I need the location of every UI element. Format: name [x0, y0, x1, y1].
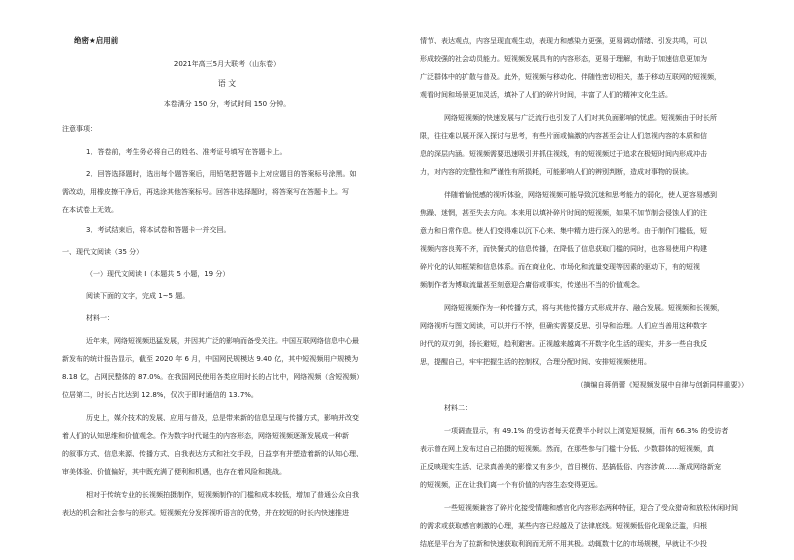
paragraph-line: 近年来，网络短视频迅猛发展，并因其广泛的影响而备受关注。中国互联网络信息中心最: [86, 337, 359, 345]
source-note: （摘编自蒋俏蕾《短视频发展中自律与创新同样重要》）: [576, 381, 748, 389]
material-1-label: 材料一：: [86, 314, 114, 322]
paragraph-line: 位居第二，时长占比达到 12.8%，仅次于即时通信的 13.7%。: [62, 391, 258, 399]
note-2-line-1: 2．回答选择题时，选出每个题答案后，用铅笔把答题卡上对应题目的答案标号涂黑。如: [86, 170, 357, 178]
paragraph-line: 表达的机会和社会参与的形式。短视频充分发挥视听语言的优势，并在较短的时长内快速推进: [62, 509, 349, 517]
paragraph-line: 审美体验、价值偏好，其中既充满了便利和机遇，也存在着风险和挑战。: [62, 468, 286, 476]
notes-title: 注意事项：: [62, 125, 97, 133]
note-3: 3．考试结束后，将本试卷和答题卡一并交回。: [86, 226, 231, 234]
subsection-heading: （一）现代文阅读 I（本题共 5 小题，19 分）: [86, 270, 230, 278]
note-2-line-3: 在本试卷上无效。: [62, 206, 118, 214]
time-note: 本卷满分 150 分，考试时间 150 分钟。: [163, 100, 291, 108]
paragraph-line: 相对于传统专业的长视频拍摄制作，短视频制作的门槛和成本较低，增加了普通公众自我: [86, 491, 359, 499]
paragraph-line: 正反映现实生活、记录真善美的影像又有多少，首目模仿、恶搞低俗、内容涉黄……渐成网络新宠: [420, 463, 721, 471]
exam-title: 2021年高三5月大联考（山东卷）: [173, 60, 281, 68]
paragraph-line: 网络视听与图文阅读，可以并行不悖，但确实需要反思、引导和治理。人们应当善用这种数字: [420, 322, 707, 330]
paragraph-line: 情节、表达观点，内容呈现直观生动，表现力和感染力更强，更易调动情绪、引发共鸣，可以: [420, 37, 707, 45]
paragraph-line: 时代的双刃剑，扬长避短，趋利避害。正视越来越离不开数字化生活的现实，并多一些自我反: [420, 340, 707, 348]
section-heading: 一、现代文阅读（35 分）: [62, 248, 144, 256]
paragraph-line: 广泛群体中的扩散与普及。此外，短视频与移动化、伴随性密切相关，基于移动互联网的短视频，: [420, 73, 721, 81]
paragraph-line: 结底是平台为了拉新和快速获取利润而无所不用其极。动辄数十亿的市场规模，早就让不少投: [420, 540, 707, 548]
paragraph-line: 意力和日常作息。使人们变得难以沉下心来、集中精力进行深入的思考。由于制作门槛低，短: [420, 227, 707, 235]
paragraph-line: 观看时间和场景更加灵活，填补了人们的碎片时间，丰富了人们的精神文化生活。: [420, 91, 672, 99]
paragraph-line: 频制作者为博取流量甚至刻意迎合庸俗或事实，传递出不当的价值观念。: [420, 281, 644, 289]
paragraph-line: 力，对内容的完整性和严谨性有所损耗，可能影响人们的辨别判断，造成对事物的误读。: [420, 168, 693, 176]
paragraph-line: 的叙事方式、信息来源、传播方式、自我表达方式和社交手段，日益享有并塑造着新的认知心理、: [62, 450, 363, 458]
paragraph-line: 一些短视频兼容了碎片化接受情趣和感官化内容形态两种特征，迎合了受众猎奇和放松休闲时间: [444, 504, 738, 512]
note-2-line-2: 需改动，用橡皮擦干净后，再选涂其他答案标号。回答非选择题时，将答案写在答题卡上。写: [62, 188, 349, 196]
paragraph-line: 息的深层内涵。短视频需要迅速吸引并抓住视线，有的短视频过于追求在极短时间内形成冲击: [420, 150, 707, 158]
paragraph-line: 焦躁、迷惘，甚至失去方向。本来用以填补碎片时间的短视频，如果不加节制会侵蚀人们的注: [420, 209, 707, 217]
paragraph-line: 一项调查显示，有 49.1% 的受访者每天花费半小时以上浏览短视频，而有 66.3% 的受访者: [444, 427, 729, 435]
paragraph-line: 历史上，媒介技术的发展、应用与普及，总是带来新的信息呈现与传播方式，影响并改变: [86, 414, 359, 422]
paragraph-line: 思，提醒自己，牢牢把握生活的控制权，合理分配时间、安排短视频使用。: [420, 358, 651, 366]
paragraph-line: 着人们的认知思维和价值观念。作为数字时代诞生的内容形态，网络短视频逐渐发展成一种新: [62, 432, 349, 440]
paragraph-line: 8.18 亿，占网民整体的 87.0%。在我国网民使用各类应用时长的占比中，网络视频（含短视频）: [62, 373, 364, 381]
paragraph-line: 碎片化的认知框架和信息体系。而在商业化、市场化和流量变现等因素的驱动下，有的短视: [420, 263, 700, 271]
secret-label: 绝密★启用前: [74, 36, 119, 45]
paragraph-line: 表示曾在网上发布过自己拍摄的短视频。然而，在那些参与门槛十分低、少数群体的短视频，真: [420, 445, 714, 453]
paragraph-line: 新发布的统计报告显示，截至 2020 年 6 月，中国网民规模达 9.40 亿，其中短视频用户规模为: [62, 355, 359, 363]
paragraph-line: 伴随着愉悦感的视听体验，网络短视频可能导致沉迷和思考能力的弱化，使人更容易感到: [444, 191, 717, 199]
paragraph-line: 形成较强的社会动员能力。短视频发展具有的内容形态，更易于理解，有助于加速信息更加为: [420, 55, 707, 63]
reading-instruction: 阅读下面的文字，完成 1~5 题。: [86, 292, 190, 300]
material-2-label: 材料二：: [444, 404, 472, 412]
subject-title: 语 文: [217, 79, 237, 88]
paragraph-line: 网络短视频作为一种传播方式，将与其他传播方式形成并存、融合发展。短视频和长视频，: [444, 304, 724, 312]
paragraph-line: 网络短视频的快速发展与广泛流行也引发了人们对其负面影响的忧虑。短视频由于时长所: [444, 114, 717, 122]
paragraph-line: 视频内容良莠不齐，而快餐式的信息传播，在降低了信息获取门槛的同时，也容易使用户构建: [420, 245, 707, 253]
note-1: 1．答卷前，考生务必将自己的姓名、准考证号填写在答题卡上。: [86, 148, 287, 156]
paragraph-line: 限，往往难以展开深入探讨与思考，有些片面或偏激的内容甚至会让人们忽视内容的本质和信: [420, 132, 707, 140]
paragraph-line: 的短视频，正在让我们离一个有价值的内容生态变得更远。: [420, 481, 602, 489]
paragraph-line: 的需求或获取感官刺激的心理，某些内容已经越及了法律底线。短视频低俗化现象泛滥，归根: [420, 522, 707, 530]
